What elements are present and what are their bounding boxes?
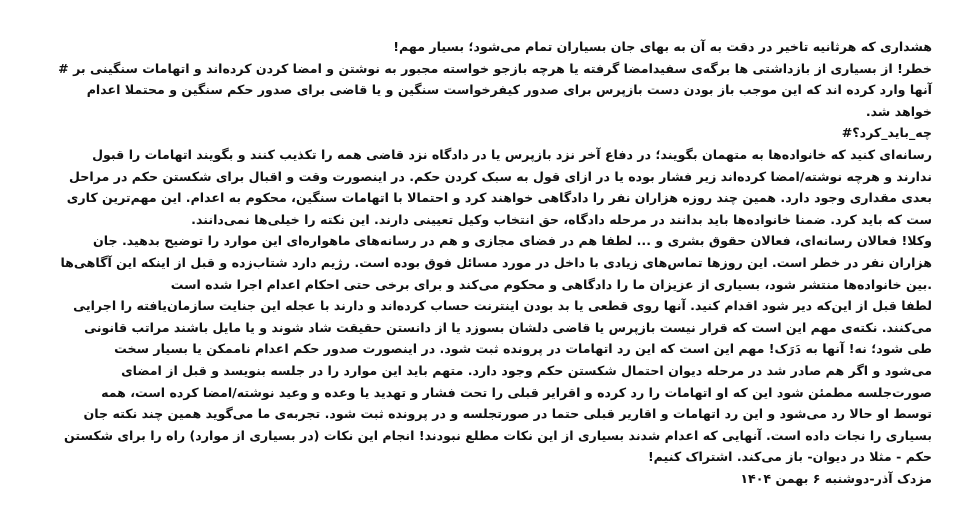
paragraph-line: می‌شود و اگر هم صادر شد در مرحله دیوان احتمال شکستن حکم وجود دارد. متهم باید این موارد را در جلسه بنویسد و قبل از امضای (121, 362, 932, 378)
post-body (18, 36, 932, 489)
paragraph-line: رسانه‌ای کنید که خانواده‌ها به متهمان بگویند؛ در دفاع آخر نزد بازپرس یا در دادگاه نزد قاضی همه را تکذیب کنند و بگویند اتهامات را قبول (92, 146, 932, 162)
paragraph-line: حکم - مثلا در دیوان- باز می‌کند. اشتراک کنیم! (647, 449, 932, 465)
paragraph-line: بسیاری را نجات داده است. آنهایی که اعدام شدند بسیاری از این نکات مطلع نبودند! انجام این نکات (در بسیاری از موارد) راه را برای شکستن (64, 427, 932, 443)
paragraph-line: بعدی مقداری وجود دارد. همین چند روزه هزاران نفر را دادگاهی خواهند کرد و احتمالا با اتهامات سنگین، محکوم به اعدام. این مهم‌ترین کاری (66, 190, 932, 206)
paragraph-line: خطر! از بسیاری از بازداشتی ها برگه‌ی سفیدامضا گرفته یا هرچه بازجو خواسته مجبور به نوشتن و امضا کردن کرده‌اند و اتهامات سنگینی بر # (58, 60, 932, 76)
paragraph-line: ندارند و هرچه نوشته/امضا کرده‌اند زیر فشار بوده یا در ازای قول به سبک کردن حکم. در اینصورت وقت و اقبال برای شکستن حکم در مراحل (69, 168, 932, 184)
paragraph-line: آنها وارد کرده اند که این موجب باز بودن دست بازپرس برای صدور کیفرخواست سنگین و یا قاضی برای صدور حکم سنگین و محتملا اعدام (86, 82, 932, 98)
paragraph-line: طی شود؛ نه! آنها به دَرَک! مهم این است که این رد اتهامات در پرونده ثبت شود. در اینصورت صدور حکم اعدام ناممکن یا بسیار سخت (114, 341, 932, 357)
paragraph-line: توسط او حالا رد می‌شود و این رد اتهامات و اقاریر قبلی حتما در صورتجلسه و در پرونده ثبت شود. تجربه‌ی ما می‌گوید همین چند نکته جان (83, 406, 932, 422)
paragraph-line: هزاران نفر در خطر است. این روزها تماس‌های زیادی با داخل در مورد مسائل فوق بوده است. رژیم دارد شتاب‌زده و قبل از اینکه این آگاهی‌ها (60, 254, 932, 270)
warning-heading: هشداری که هرثانیه تاخیر در دقت به آن به بهای جان بسیاران تمام می‌شود؛ بسیار مهم! (393, 39, 932, 54)
paragraph-line: .بین خانواده‌ها منتشر شود، بسیاری از عزیزان ما را دادگاهی و محکوم می‌کند و برای برخی حتی احکام اعدام اجرا شده است (170, 276, 932, 292)
hashtag-what-to-do[interactable]: چه_باید_کرد؟# (841, 125, 932, 141)
paragraph-line: صورت‌جلسه مطمئن شود این که او اتهامات را رد کرده و اقرایر قبلی را تحت فشار و تهدید یا وعده و وعید نوشته/امضا کرده است، همه (101, 384, 932, 400)
paragraph-line: خواهد شد. (865, 103, 932, 119)
paragraph-line: ست که باید کرد. ضمنا خانواده‌ها باید بدانند در مرحله دادگاه، حق انتخاب وکیل تعیینی دارند. این نکته را خیلی‌ها نمی‌دانند. (191, 211, 932, 227)
paragraph-line: لطفا قبل از این‌که دیر شود اقدام کنید. آنها روی قطعی یا بد بودن اینترنت حساب کرده‌اند و دارند با عجله این جنایت سازمان‌یافته را اجرایی (73, 298, 932, 314)
paragraph-line: می‌کنند. نکته‌ی مهم این است که قرار نیست بازپرس یا قاضی دلشان بسوزد یا از دانستن حقیقت شاد شوند و یا مایل باشند مراتب قانونی (84, 319, 932, 335)
signature-date: مزدک آذر-دوشنبه ۶ بهمن ۱۴۰۴ (740, 470, 932, 486)
paragraph-line: وکلا! فعالان رسانه‌ای، فعالان حقوق بشری و ... لطفا هم در فضای مجازی و هم در رسانه‌های ماهواره‌ای این موارد را توضیح بدهید. جان (93, 233, 932, 249)
